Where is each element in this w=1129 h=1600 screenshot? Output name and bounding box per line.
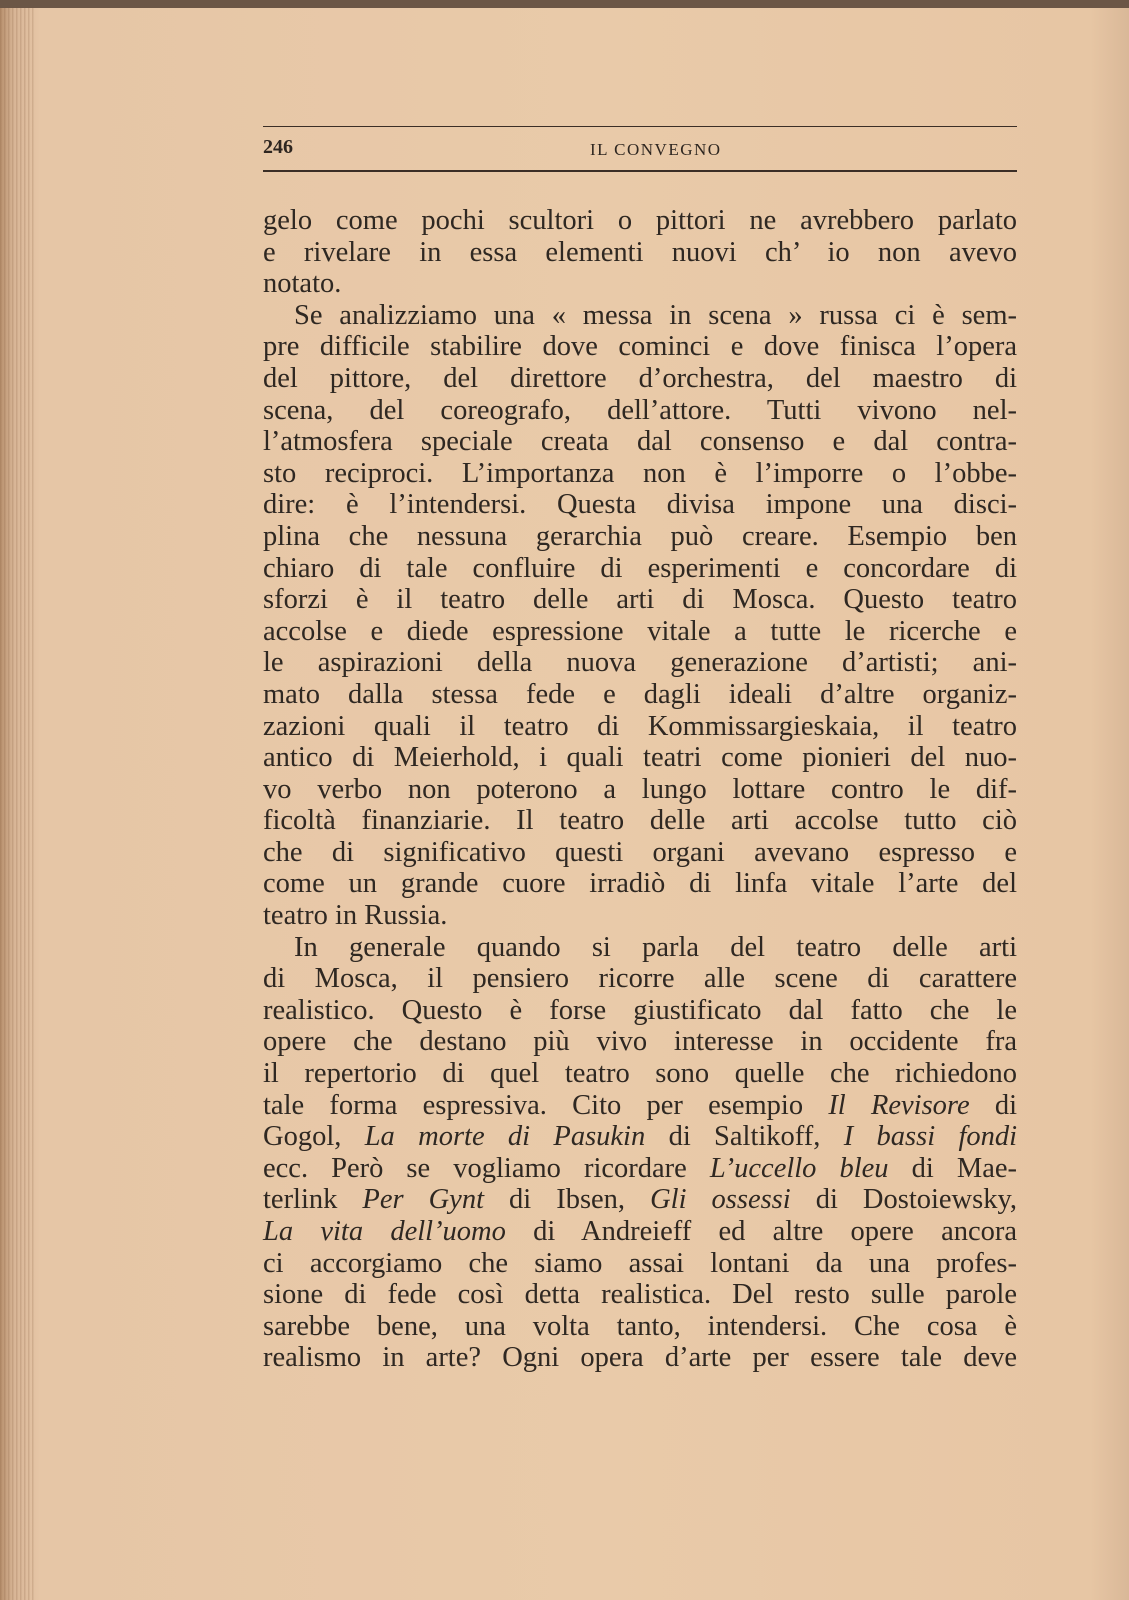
text-line: di Mosca, il pensiero ricorre alle scene di carattere — [263, 963, 1017, 995]
text-line: teatro in Russia. — [263, 900, 448, 932]
text-line — [263, 1216, 1017, 1248]
text-line: realistico. Questo è forse giustificato dal fatto che le — [263, 994, 1017, 1026]
italic-title: La vita dell’uomo — [263, 1216, 506, 1247]
italic-title: I bassi fondi — [843, 1121, 1018, 1153]
text-line: antico di Meierhold, i quali teatri come pionieri del nuo- — [263, 742, 1017, 774]
text-segment: terlink — [263, 1184, 338, 1216]
text-line: sforzi è il teatro delle arti di Mosca. Questo teatro — [263, 584, 1017, 616]
text-line: e rivelare in essa elementi nuovi ch’ io non avevo — [263, 236, 1017, 268]
header-rule-bottom — [263, 170, 1017, 172]
text-line: sarebbe bene, una volta tanto, intendersi. Che cosa è — [263, 1310, 1017, 1342]
text-segment: di Andreieff ed altre opere ancora — [533, 1216, 1018, 1247]
text-line: ci accorgiamo che siamo assai lontani da una profes- — [263, 1247, 1017, 1279]
text-line: notato. — [263, 268, 342, 300]
text-line: realismo in arte? Ogni opera d’arte per essere tale deve — [263, 1342, 1017, 1374]
text-line: dire: è l’intendersi. Questa divisa impone una disci- — [263, 489, 1017, 521]
text-line: Se analizziamo una « messa in scena » russa ci è sem- — [294, 299, 1017, 331]
text-line — [263, 1153, 1017, 1185]
page-top-edge — [0, 0, 1129, 8]
page-binding-edge — [0, 0, 36, 1600]
text-line: il repertorio di quel teatro sono quelle che richiedono — [263, 1058, 1017, 1090]
text-line: come un grande cuore irradiò di linfa vitale l’arte del — [263, 868, 1017, 900]
italic-title: Gli ossessi — [650, 1184, 791, 1216]
text-line — [263, 1090, 1017, 1122]
header-rule-top — [263, 126, 1017, 127]
text-line: pre difficile stabilire dove cominci e dove finisca l’opera — [263, 331, 1017, 363]
text-segment: tale forma espressiva. Cito per esempio — [263, 1089, 804, 1121]
text-line: In generale quando si parla del teatro delle arti — [294, 931, 1017, 963]
italic-title: La morte di Pasukin — [364, 1121, 646, 1153]
text-line: mato dalla stessa fede e dagli ideali d’altre organiz- — [263, 678, 1017, 710]
text-segment: di Saltikoff, — [668, 1121, 821, 1153]
text-line: l’atmosfera speciale creata dal consenso e dal contra- — [263, 426, 1017, 458]
text-segment: Gogol, — [263, 1121, 342, 1153]
italic-title: L’uccello bleu — [709, 1152, 889, 1184]
text-line: scena, del coreografo, dell’attore. Tutti vivono nel- — [263, 394, 1017, 426]
text-line — [263, 1121, 1017, 1153]
text-line: accolse e diede espressione vitale a tutte le ricerche e — [263, 615, 1017, 647]
italic-title: Per Gynt — [362, 1184, 484, 1216]
page-number: 246 — [263, 136, 293, 158]
text-line: sto reciproci. L’importanza non è l’imporre o l’obbe- — [263, 457, 1017, 489]
body-text — [263, 205, 1017, 1374]
running-title: IL CONVEGNO — [590, 140, 722, 159]
text-segment: di — [994, 1089, 1018, 1121]
text-line: gelo come pochi scultori o pittori ne avrebbero parlato — [263, 205, 1017, 236]
text-segment: ecc. Però se vogliamo ricordare — [263, 1152, 687, 1184]
text-line: sione di fede così detta realistica. Del resto sulle parole — [263, 1279, 1017, 1311]
text-segment: di Mae- — [911, 1152, 1017, 1184]
text-line: del pittore, del direttore d’orchestra, del maestro di — [263, 362, 1017, 394]
text-segment: di Dostoiewsky, — [815, 1184, 1018, 1216]
text-line: plina che nessuna gerarchia può creare. Esempio ben — [263, 520, 1017, 552]
text-line: vo verbo non poterono a lungo lottare contro le dif- — [263, 773, 1017, 805]
text-line: che di significativo questi organi avevano espresso e — [263, 836, 1017, 868]
text-line: opere che destano più vivo interesse in occidente fra — [263, 1026, 1017, 1058]
text-line: le aspirazioni della nuova generazione d’artisti; ani- — [263, 647, 1017, 679]
italic-title: Il Revisore — [828, 1089, 970, 1121]
text-line: chiaro di tale confluire di esperimenti e concordare di — [263, 552, 1017, 584]
text-line — [263, 1184, 1017, 1216]
text-line: zazioni quali il teatro di Kommissargieskaia, il teatro — [263, 710, 1017, 742]
text-segment: di Ibsen, — [509, 1184, 626, 1216]
text-line: ficoltà finanziarie. Il teatro delle arti accolse tutto ciò — [263, 805, 1017, 837]
